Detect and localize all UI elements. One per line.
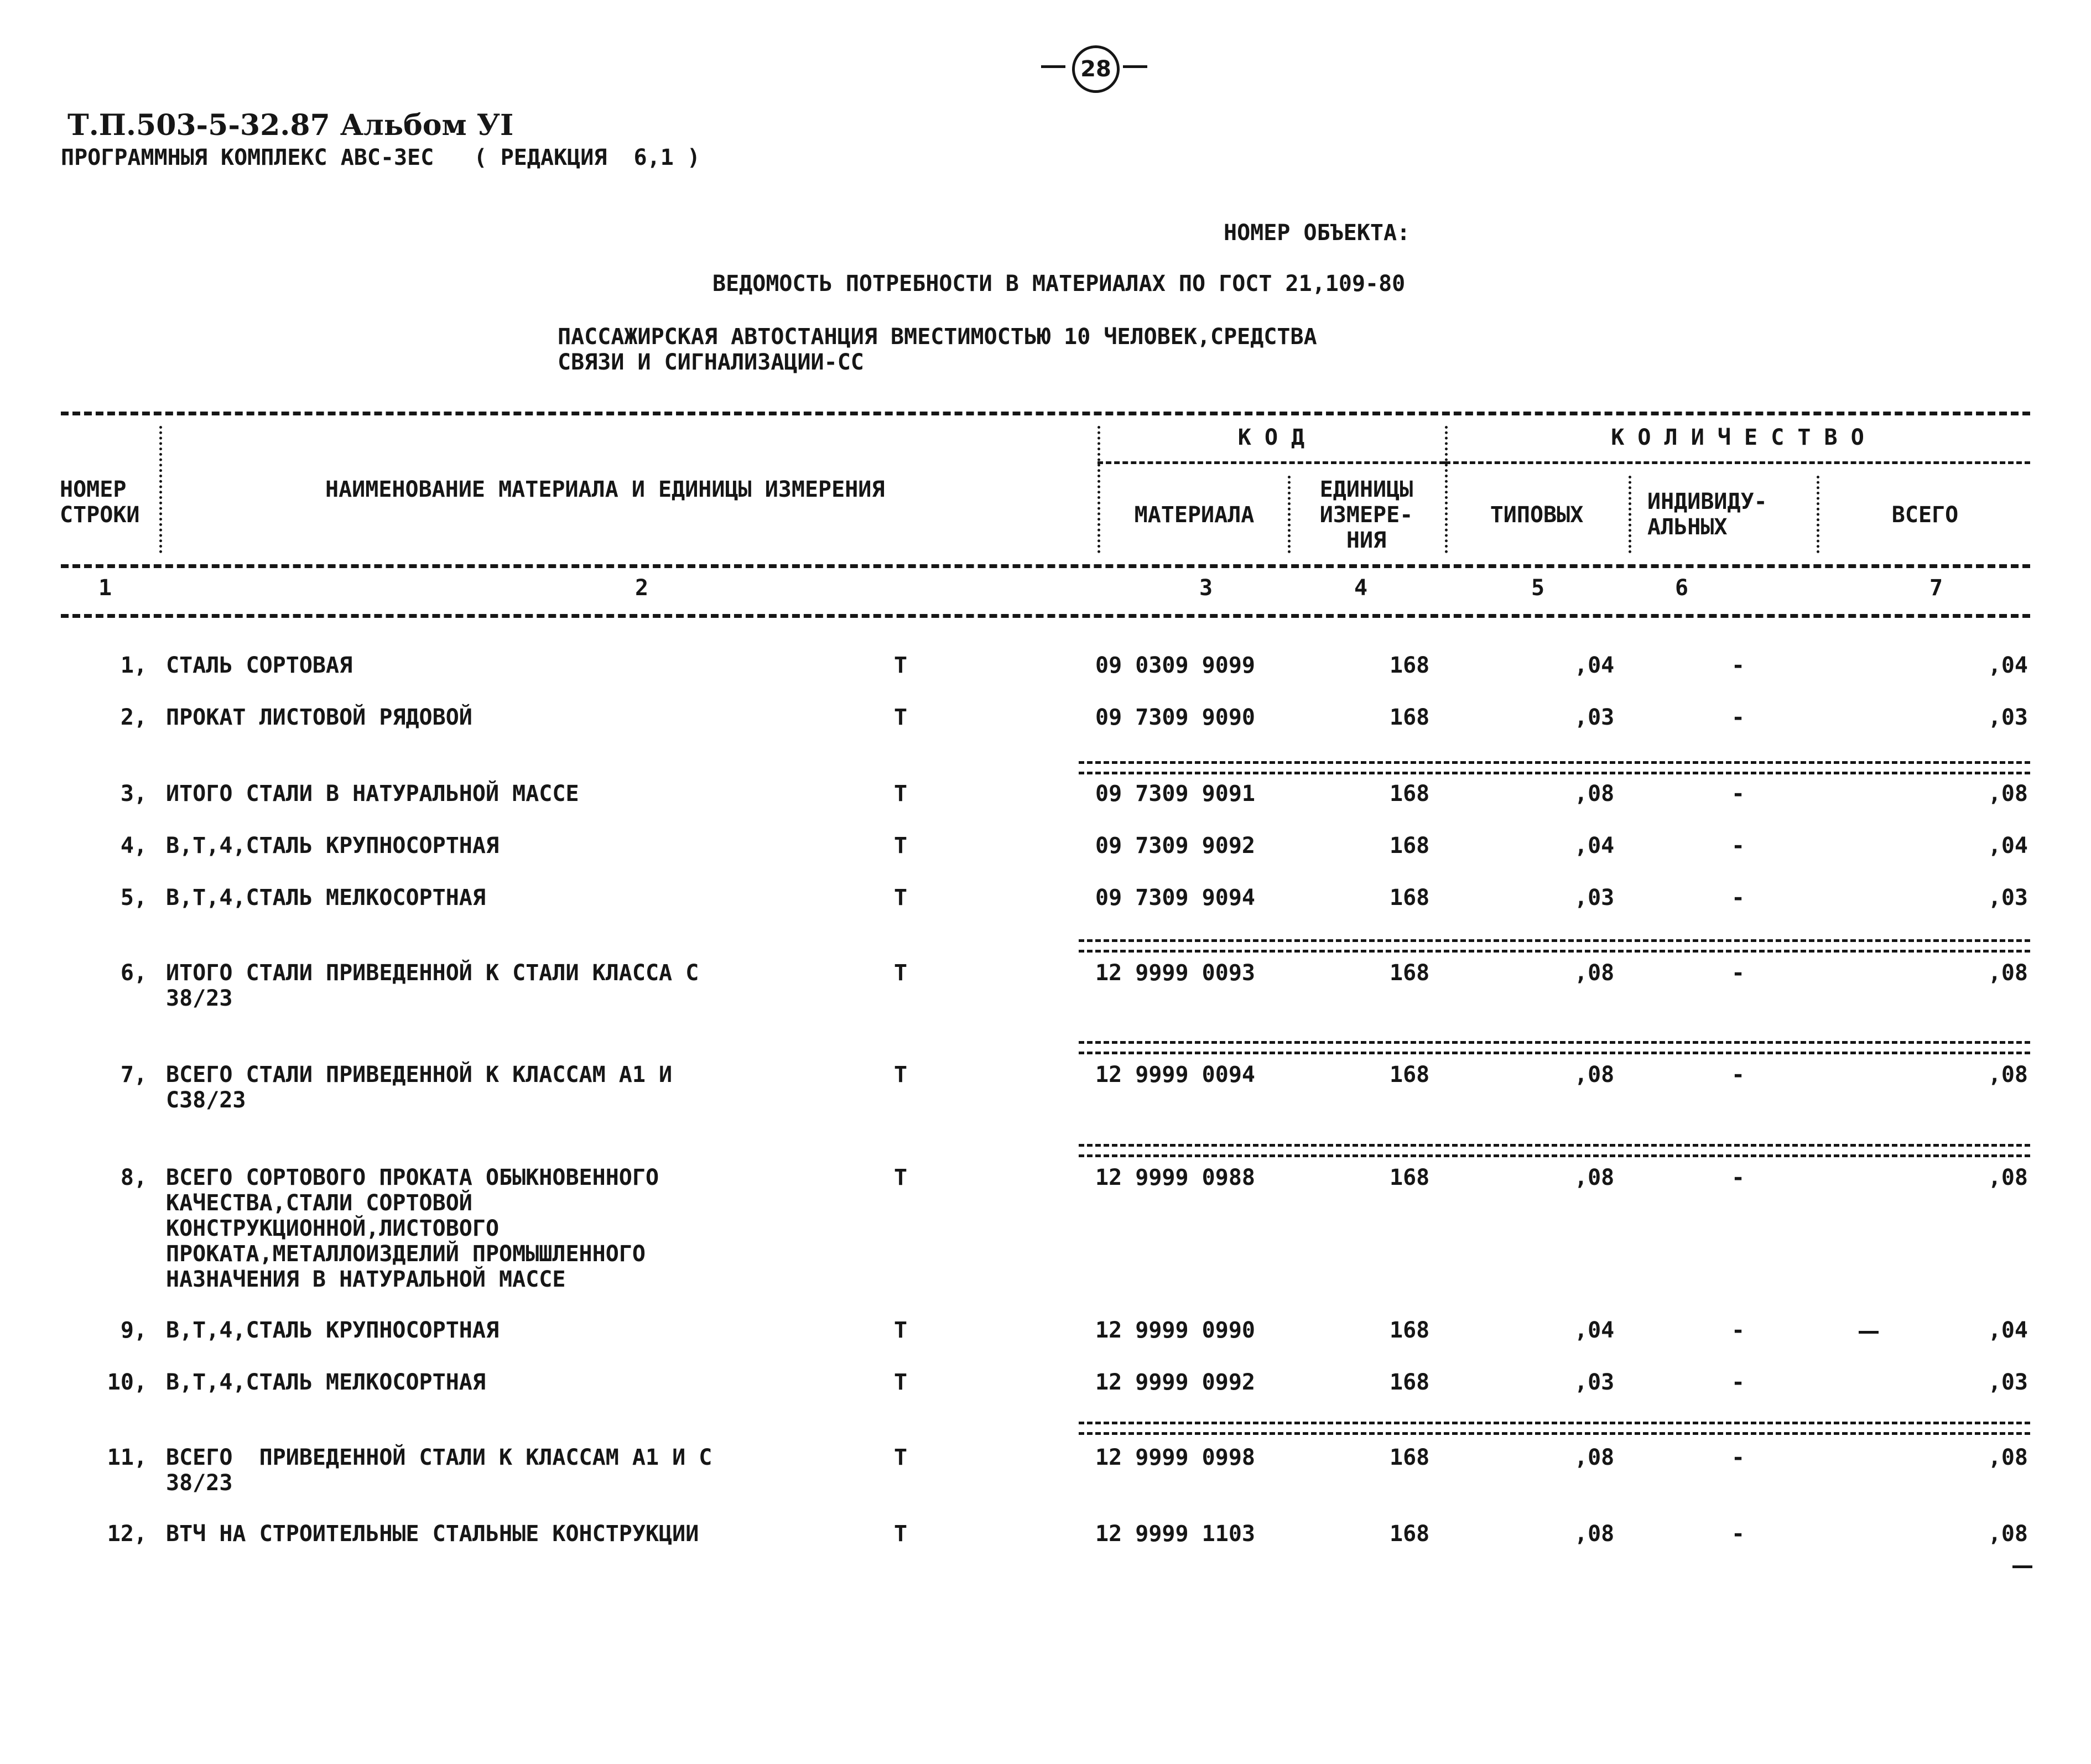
unit-code: 168: [1390, 1445, 1430, 1470]
unit-symbol: Т: [894, 705, 908, 730]
total-quantity: ,03: [1988, 1370, 2028, 1395]
col-typical-header: ТИПОВЫХ: [1490, 502, 1584, 528]
material-name: ВТЧ НА СТРОИТЕЛЬНЫЕ СТАЛЬНЫЕ КОНСТРУКЦИИ: [166, 1521, 699, 1547]
material-code: 12 9999 0988: [1095, 1165, 1255, 1190]
total-quantity: ,03: [1988, 885, 2028, 910]
unit-code: 168: [1390, 1521, 1430, 1547]
individual-quantity: -: [1731, 1521, 1745, 1547]
header-rule-middle: [61, 564, 2030, 568]
page-number-dash-right: [1123, 65, 1147, 68]
unit-symbol: Т: [894, 1370, 908, 1395]
unit-code: 168: [1390, 705, 1430, 730]
material-name: СТАЛЬ СОРТОВАЯ: [166, 653, 353, 678]
row-number: 3,: [120, 781, 147, 806]
typical-quantity: ,08: [1574, 781, 1615, 806]
individual-quantity: -: [1731, 833, 1745, 858]
unit-code: 168: [1390, 885, 1430, 910]
material-name: ИТОГО СТАЛИ ПРИВЕДЕННОЙ К СТАЛИ КЛАССА С 38/23: [166, 960, 699, 1011]
typical-quantity: ,04: [1574, 653, 1615, 678]
col-total-header: ВСЕГО: [1891, 502, 1959, 528]
header-rule-top: [61, 412, 2030, 415]
material-code: 12 9999 1103: [1095, 1521, 1255, 1547]
col-row-number-header: НОМЕР СТРОКИ: [60, 477, 140, 528]
individual-quantity: -: [1731, 781, 1745, 806]
material-code: 09 7309 9092: [1095, 833, 1255, 858]
material-name: В,Т,4,СТАЛЬ МЕЛКОСОРТНАЯ: [166, 885, 486, 910]
material-code: 12 9999 0998: [1095, 1445, 1255, 1470]
material-code: 12 9999 0093: [1095, 960, 1255, 986]
subtitle-line-2: СВЯЗИ И СИГНАЛИЗАЦИИ-СС: [558, 350, 864, 375]
header-rule-bottom: [61, 614, 2030, 618]
total-quantity: ,08: [1988, 781, 2028, 806]
individual-quantity: -: [1731, 653, 1745, 678]
unit-symbol: Т: [894, 1318, 908, 1343]
col-number-3: 3: [1199, 575, 1213, 601]
row-number: 7,: [120, 1062, 147, 1087]
row-number: 6,: [120, 960, 147, 986]
row-number: 11,: [107, 1445, 147, 1470]
material-name: ВСЕГО СТАЛИ ПРИВЕДЕННОЙ К КЛАССАМ А1 И С38/23: [166, 1062, 673, 1113]
unit-code: 168: [1390, 781, 1430, 806]
individual-quantity: -: [1731, 960, 1745, 986]
unit-code: 168: [1390, 1062, 1430, 1087]
typical-quantity: ,03: [1574, 885, 1615, 910]
col-number-7: 7: [1929, 575, 1943, 601]
col-name-header: НАИМЕНОВАНИЕ МАТЕРИАЛА И ЕДИНИЦЫ ИЗМЕРЕНИЯ: [325, 477, 885, 502]
total-quantity: ,08: [1988, 1165, 2028, 1190]
material-name: ВСЕГО СОРТОВОГО ПРОКАТА ОБЫКНОВЕННОГО КАЧЕСТВА,СТАЛИ СОРТОВОЙ КОНСТРУКЦИОННОЙ,ЛИСТОВОГО ПРОКАТА,МЕТАЛЛОИЗДЕЛИЙ ПРОМЫШЛЕННОГО НАЗНАЧЕНИЯ В НАТУРАЛЬНОЙ МАССЕ: [166, 1165, 659, 1292]
page-number-dash-left: [1041, 65, 1065, 68]
individual-quantity: -: [1731, 885, 1745, 910]
object-number: НОМЕР ОБЪЕКТА:: [1224, 220, 1411, 246]
unit-symbol: Т: [894, 833, 908, 858]
row-number: 9,: [120, 1318, 147, 1343]
col-unit-code-header: ЕДИНИЦЫ ИЗМЕРЕ- НИЯ: [1319, 477, 1413, 553]
col-material-code-header: МАТЕРИАЛА: [1134, 502, 1255, 528]
material-code: 09 7309 9090: [1095, 705, 1255, 730]
typical-quantity: ,03: [1574, 1370, 1615, 1395]
row-number: 8,: [120, 1165, 147, 1190]
row-number: 1,: [120, 653, 147, 678]
individual-quantity: -: [1731, 1445, 1745, 1470]
row-number: 10,: [107, 1370, 147, 1395]
unit-code: 168: [1390, 1165, 1430, 1190]
quantity-group-header: К О Л И Ч Е С Т В О: [1611, 425, 1864, 450]
typical-quantity: ,04: [1574, 833, 1615, 858]
page-number: 28: [1072, 45, 1120, 93]
subtitle-line-1: ПАССАЖИРСКАЯ АВТОСТАНЦИЯ ВМЕСТИМОСТЬЮ 10 ЧЕЛОВЕК,СРЕДСТВА: [558, 324, 1317, 350]
col-number-4: 4: [1354, 575, 1368, 601]
typical-quantity: ,08: [1574, 960, 1615, 986]
col-number-2: 2: [634, 575, 649, 601]
material-name: В,Т,4,СТАЛЬ МЕЛКОСОРТНАЯ: [166, 1370, 486, 1395]
typical-quantity: ,08: [1574, 1521, 1615, 1547]
unit-symbol: Т: [894, 1521, 908, 1547]
col-individual-header: ИНДИВИДУ- АЛЬНЫХ: [1647, 489, 1767, 540]
material-code: 09 0309 9099: [1095, 653, 1255, 678]
unit-code: 168: [1390, 960, 1430, 986]
total-quantity: ,08: [1988, 960, 2028, 986]
material-name: ИТОГО СТАЛИ В НАТУРАЛЬНОЙ МАССЕ: [166, 781, 579, 806]
material-name: ПРОКАТ ЛИСТОВОЙ РЯДОВОЙ: [166, 705, 472, 730]
subtotal-separator: [1079, 1422, 2030, 1435]
total-quantity: ,04: [1988, 833, 2028, 858]
code-group-header: К О Д: [1237, 425, 1305, 450]
unit-symbol: Т: [894, 781, 908, 806]
material-name: В,Т,4,СТАЛЬ КРУПНОСОРТНАЯ: [166, 1318, 500, 1343]
individual-quantity: -: [1731, 1062, 1745, 1087]
subtotal-separator: [1079, 1041, 2030, 1054]
unit-symbol: Т: [894, 1062, 908, 1087]
unit-symbol: Т: [894, 1445, 908, 1470]
unit-code: 168: [1390, 1318, 1430, 1343]
row-number: 12,: [107, 1521, 147, 1547]
unit-code: 168: [1390, 833, 1430, 858]
material-code: 09 7309 9091: [1095, 781, 1255, 806]
material-code: 12 9999 0990: [1095, 1318, 1255, 1343]
unit-symbol: Т: [894, 653, 908, 678]
unit-symbol: Т: [894, 1165, 908, 1190]
col-number-6: 6: [1674, 575, 1689, 601]
col-number-1: 1: [98, 575, 112, 601]
individual-quantity: -: [1731, 1165, 1745, 1190]
total-quantity: ,08: [1988, 1062, 2028, 1087]
material-name: ВСЕГО ПРИВЕДЕННОЙ СТАЛИ К КЛАССАМ А1 И С 38/23: [166, 1445, 712, 1496]
material-code: 12 9999 0992: [1095, 1370, 1255, 1395]
doc-reference: Т.П.503-5-32.87 Альбом УI: [67, 108, 514, 142]
individual-quantity: -: [1731, 1370, 1745, 1395]
program-line: ПРОГРАММНЫЯ КОМПЛЕКС АВС-3ЕС ( РЕДАКЦИЯ 6,1 ): [61, 145, 700, 170]
subtotal-separator: [1079, 939, 2030, 953]
total-quantity: ,08: [1988, 1521, 2028, 1547]
typical-quantity: ,04: [1574, 1318, 1615, 1343]
subtotal-separator: [1079, 761, 2030, 774]
row-number: 4,: [120, 833, 147, 858]
total-quantity: ,03: [1988, 705, 2028, 730]
material-code: 09 7309 9094: [1095, 885, 1255, 910]
unit-symbol: Т: [894, 885, 908, 910]
typical-quantity: ,08: [1574, 1445, 1615, 1470]
total-quantity: ,04: [1988, 1318, 2028, 1343]
document-title: ВЕДОМОСТЬ ПОТРЕБНОСТИ В МАТЕРИАЛАХ ПО ГОСТ 21,109-80: [712, 271, 1406, 296]
unit-symbol: Т: [894, 960, 908, 986]
row-number: 5,: [120, 885, 147, 910]
material-code: 12 9999 0094: [1095, 1062, 1255, 1087]
subtotal-separator: [1079, 1144, 2030, 1157]
unit-code: 168: [1390, 653, 1430, 678]
stray-dash-mark: [1859, 1331, 1879, 1334]
typical-quantity: ,08: [1574, 1165, 1615, 1190]
stray-dash-mark: [2012, 1565, 2032, 1568]
total-quantity: ,04: [1988, 653, 2028, 678]
material-name: В,Т,4,СТАЛЬ КРУПНОСОРТНАЯ: [166, 833, 500, 858]
total-quantity: ,08: [1988, 1445, 2028, 1470]
typical-quantity: ,03: [1574, 705, 1615, 730]
individual-quantity: -: [1731, 705, 1745, 730]
unit-code: 168: [1390, 1370, 1430, 1395]
typical-quantity: ,08: [1574, 1062, 1615, 1087]
row-number: 2,: [120, 705, 147, 730]
col-number-5: 5: [1531, 575, 1545, 601]
individual-quantity: -: [1731, 1318, 1745, 1343]
